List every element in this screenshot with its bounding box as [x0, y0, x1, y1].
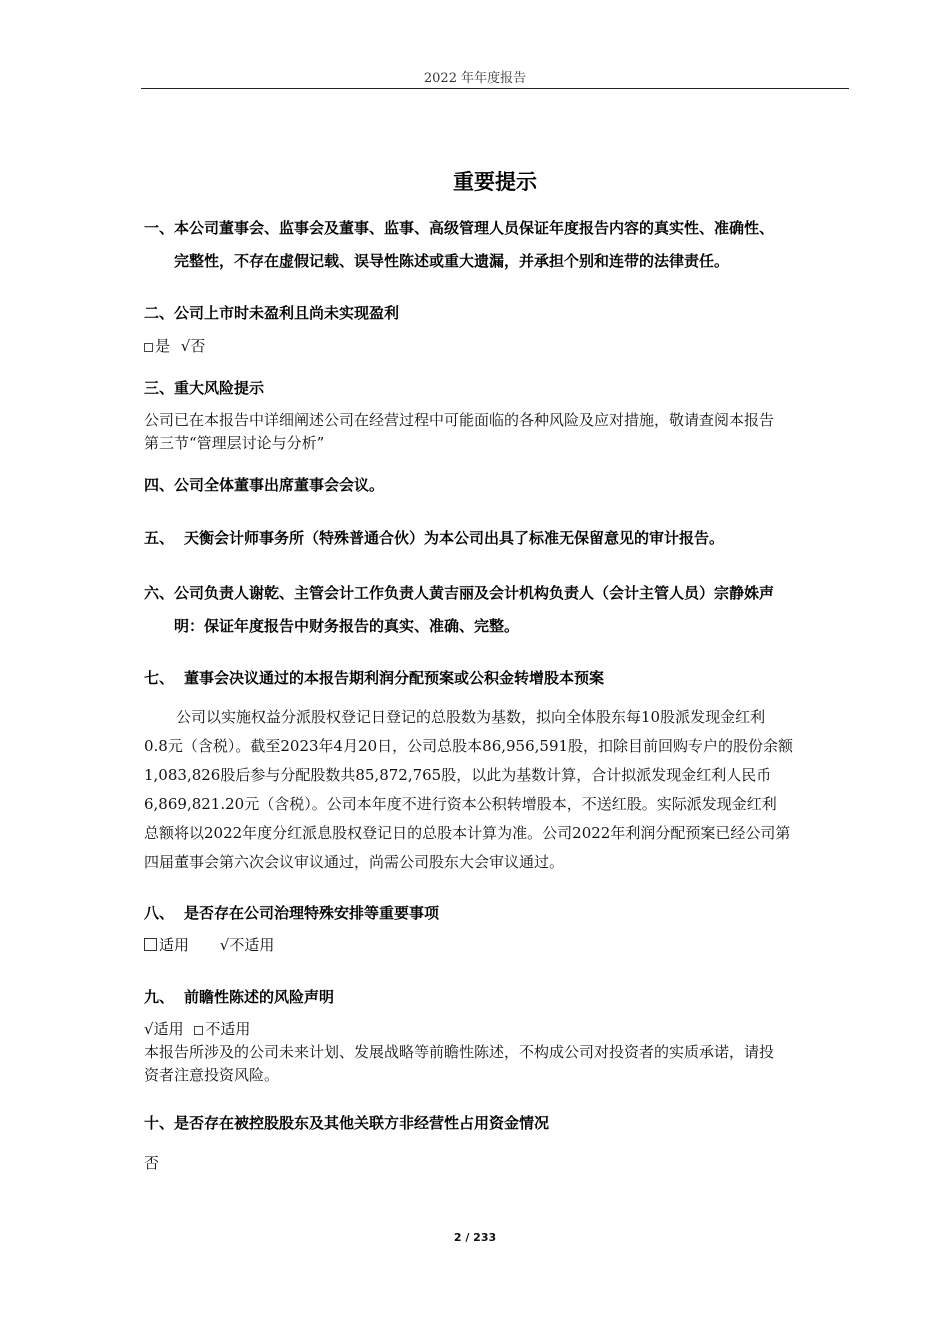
- header-divider: [141, 88, 849, 89]
- section-10-number: 十、: [144, 1114, 175, 1132]
- section-8-options: [144, 934, 854, 955]
- section-5-heading: [144, 527, 854, 548]
- section-2-text: 公司上市时未盈利且尚未实现盈利: [174, 304, 400, 322]
- section-7-para-line3: 1,083,826股后参与分配股数共85,872,765股，以此为基数计算，合计拟派发现金红利人民币: [144, 766, 772, 784]
- section-4-text: 公司全体董事出席董事会会议。: [174, 476, 385, 494]
- section-3-text: 重大风险提示: [174, 379, 265, 397]
- section-5-number: 五、: [144, 529, 175, 547]
- section-3-heading: [144, 377, 854, 398]
- section-6-heading: [144, 582, 854, 603]
- section-3-line2: 第三节“管理层讨论与分析”: [144, 434, 325, 452]
- section-9-number: 九、: [144, 988, 175, 1006]
- section-8-heading: [144, 902, 854, 923]
- section-4-number: 四、: [144, 476, 175, 494]
- section-5-text: 天衡会计师事务所（特殊普通合伙）为本公司出具了标准无保留意见的审计报告。: [184, 529, 725, 547]
- section-4-heading: [144, 474, 854, 495]
- section-9-line1: 本报告所涉及的公司未来计划、发展战略等前瞻性陈述，不构成公司对投资者的实质承诺，请投: [144, 1043, 775, 1061]
- section-8-text: 是否存在公司治理特殊安排等重要事项: [184, 904, 440, 922]
- section-7-para-line6: 四届董事会第六次会议审议通过，尚需公司股东大会审议通过。: [144, 853, 565, 871]
- section-7-para-line2: 0.8元（含税）。截至2023年4月20日，公司总股本86,956,591股，扣除目前回购专户的股份余额: [144, 737, 794, 755]
- section-10-answer: 否: [144, 1154, 160, 1172]
- section-1-line2: 完整性，不存在虚假记载、误导性陈述或重大遗漏，并承担个别和连带的法律责任。: [174, 252, 730, 270]
- section-10-heading: [144, 1112, 854, 1133]
- section-3-line1: 公司已在本报告中详细阐述公司在经营过程中可能面临的各种风险及应对措施，敬请查阅本报告: [144, 411, 775, 429]
- section-8-number: 八、: [144, 904, 175, 922]
- option-not-applicable-label: 不适用: [229, 936, 275, 954]
- section-6-number: 六、: [144, 584, 175, 602]
- section-9-text: 前瞻性陈述的风险声明: [184, 988, 335, 1006]
- page-header-title: 2022 年年度报告: [423, 71, 527, 86]
- option-applicable-label: 适用: [159, 936, 190, 954]
- option-no-label: 否: [190, 337, 206, 355]
- option-yes-label: 是: [155, 337, 171, 355]
- checkmark-icon: √: [219, 936, 230, 954]
- checkbox-empty-icon: [144, 938, 157, 951]
- page-title: 重要提示: [453, 170, 537, 194]
- section-7-para-line4: 6,869,821.20元（含税）。公司本年度不进行资本公积转增股本，不送红股。实际派发现金红利: [144, 795, 777, 813]
- page-number: 2 / 233: [453, 1231, 497, 1244]
- section-6-line1: 公司负责人谢乾、主管会计工作负责人黄吉丽及会计机构负责人（会计主管人员）宗静姝声: [174, 584, 775, 602]
- checkmark-icon: √: [180, 337, 191, 355]
- section-9-line2: 资者注意投资风险。: [144, 1066, 280, 1084]
- section-1-heading: [144, 217, 854, 238]
- section-1-line1: 本公司董事会、监事会及董事、监事、高级管理人员保证年度报告内容的真实性、准确性、: [174, 219, 775, 237]
- section-7-para-line5: 总额将以2022年度分红派息股权登记日的总股本计算为准。公司2022年利润分配预案已经公司第: [144, 824, 791, 842]
- section-7-number: 七、: [144, 669, 175, 687]
- section-2-options: [144, 335, 854, 356]
- checkmark-icon: √: [144, 1020, 154, 1038]
- section-1-number: 一、: [144, 219, 175, 237]
- section-2-heading: [144, 302, 854, 323]
- section-2-number: 二、: [144, 304, 175, 322]
- section-9-heading: [144, 986, 854, 1007]
- section-10-text: 是否存在被控股股东及其他关联方非经营性占用资金情况: [174, 1114, 550, 1132]
- option-applicable-label: 适用: [153, 1020, 184, 1038]
- section-7-text: 董事会决议通过的本报告期利润分配预案或公积金转增股本预案: [184, 669, 605, 687]
- section-6-line2: 明：保证年度报告中财务报告的真实、准确、完整。: [174, 617, 520, 635]
- checkbox-empty-icon: [144, 343, 153, 352]
- section-7-para-line1: 公司以实施权益分派股权登记日登记的总股数为基数，拟向全体股东每10股派发现金红利: [176, 708, 766, 726]
- section-9-options: [144, 1018, 854, 1039]
- checkbox-empty-icon: [194, 1026, 203, 1035]
- section-3-number: 三、: [144, 379, 175, 397]
- section-7-heading: [144, 667, 854, 688]
- option-not-applicable-label: 不适用: [205, 1020, 251, 1038]
